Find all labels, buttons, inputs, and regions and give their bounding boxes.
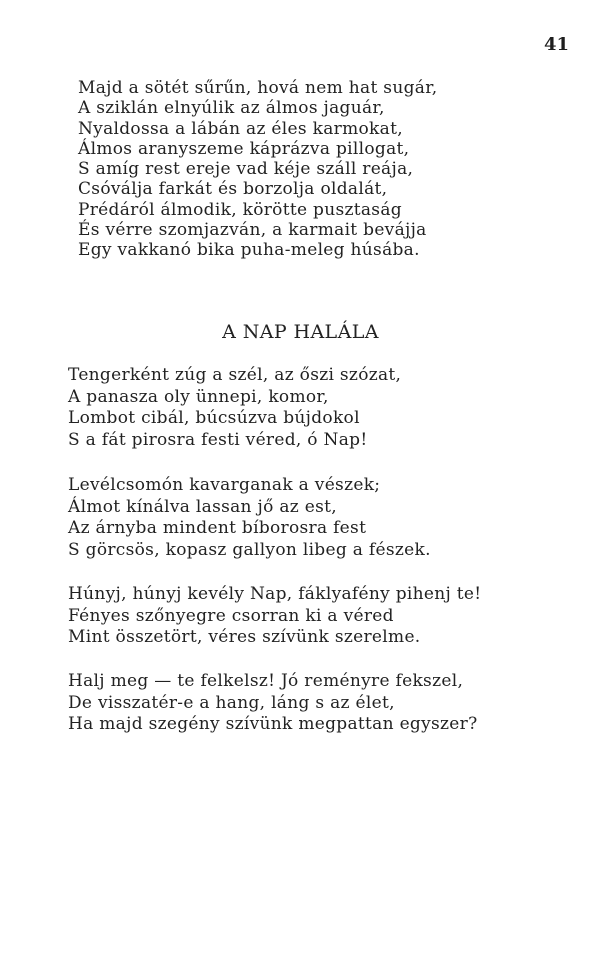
poem-line: Az árnyba mindent bíborosra fest	[68, 518, 367, 539]
poem-line: Majd a sötét sűrűn, hová nem hat sugár,	[78, 78, 438, 98]
poem-line: Csóválja farkát és borzolja oldalát,	[78, 179, 388, 200]
poem-line: A panasza oly ünnepi, komor,	[68, 386, 329, 407]
page-number: 41	[543, 34, 569, 55]
poem-line: Egy vakkanó bika puha-meleg húsába.	[78, 240, 420, 261]
poem-line: S a fát pirosra festi véred, ó Nap!	[68, 429, 368, 450]
stanza-1	[68, 365, 588, 451]
poem-line: Fényes szőnyegre csorran ki a véred	[68, 605, 394, 626]
stanza-3	[68, 584, 588, 649]
stanza-2	[68, 475, 588, 561]
poem-line: S amíg rest ereje vad kéje száll reája,	[78, 159, 414, 180]
previous-poem-ending	[78, 78, 548, 261]
poem-line: S görcsös, kopasz gallyon libeg a fészek.	[68, 539, 431, 560]
poem-line: Álmos aranyszeme káprázva pillogat,	[78, 138, 410, 159]
poem-line: Lombot cibál, búcsúzva bújdokol	[68, 408, 360, 429]
poem-line: Levélcsomón kavarganak a vészek;	[68, 475, 381, 495]
poem-line: Ha majd szegény szívünk megpattan egyszer?	[68, 714, 478, 735]
poem-line: Halj meg — te felkelsz! Jó reményre fekszel,	[68, 671, 464, 691]
poem-line: Nyaldossa a lábán az éles karmokat,	[78, 118, 403, 139]
stanza-4	[68, 671, 588, 736]
poem-line: De visszatér-e a hang, láng s az élet,	[68, 692, 395, 713]
poem-line: És vérre szomjazván, a karmait bevájja	[78, 220, 427, 241]
poem-line: Álmot kínálva lassan jő az est,	[68, 496, 337, 517]
poem-line: Prédáról álmodik, körötte pusztaság	[78, 199, 402, 220]
poem-line: A sziklán elnyúlik az álmos jaguár,	[78, 98, 385, 119]
poem-line: Húnyj, húnyj kevély Nap, fáklyafény pihenj te!	[68, 584, 482, 604]
poem-title: A NAP HALÁLA	[222, 321, 379, 343]
poem-line: Tengerként zúg a szél, az őszi szózat,	[68, 365, 402, 385]
poem-line: Mint összetört, véres szívünk szerelme.	[68, 627, 421, 648]
